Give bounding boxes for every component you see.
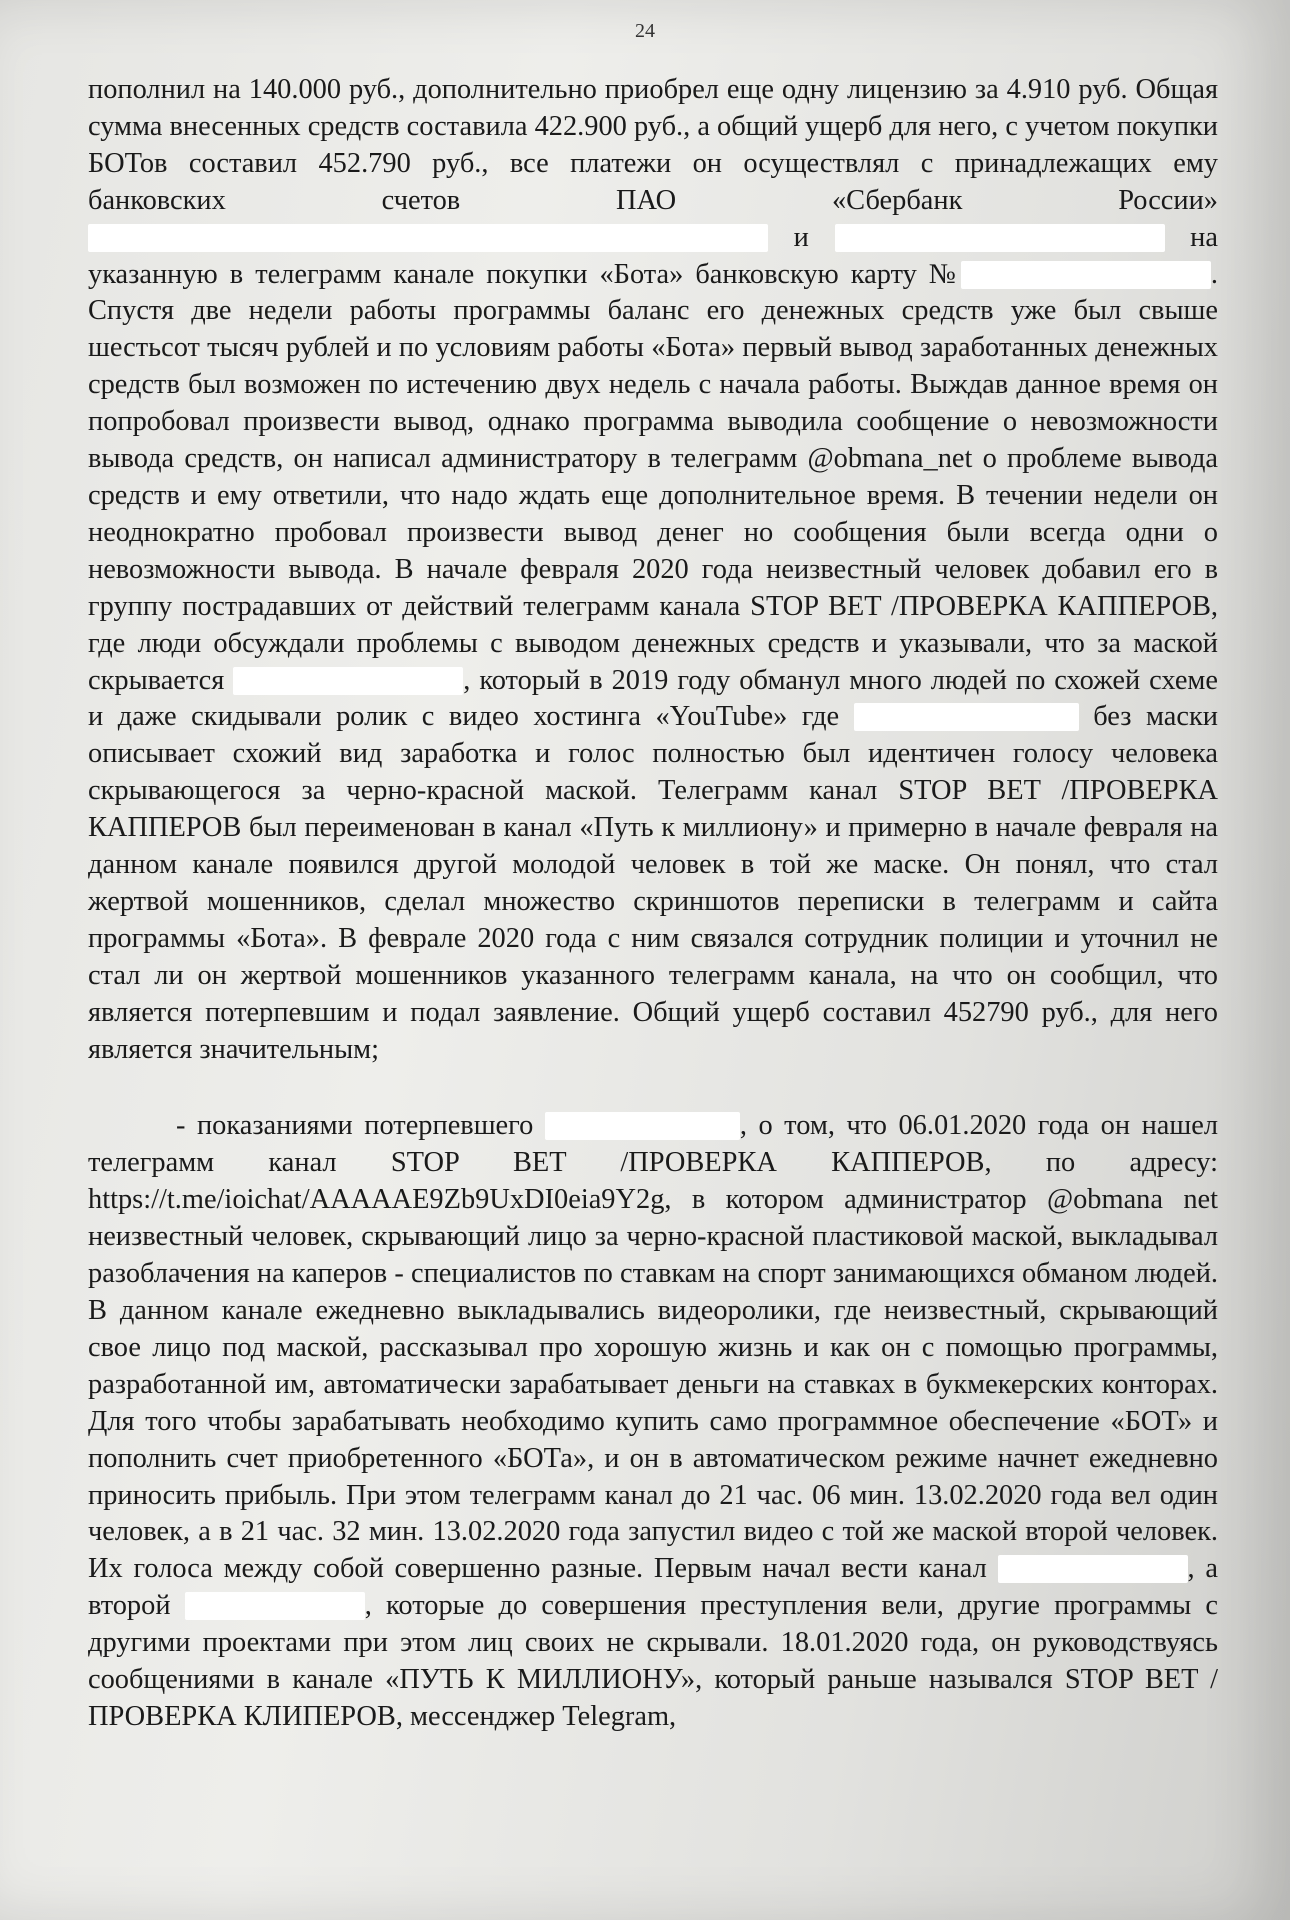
redacted-account-number <box>835 224 1165 252</box>
redacted-person-name <box>854 703 1079 731</box>
paragraph-text: , о том, что 06.01.2020 года он нашел телеграмм канал STOP BET /ПРОВЕРКА КАППЕРОВ, по адресу: https://t.me/ioichat/AAAAAE9Zb9UxDI0eia9Y2g, в котором администратор @obmana net неизвестный человек, скрывающий лицо за черно-красной пластиковой маской, выкладывал разоблачения на каперов - специалистов по ставкам на спорт занимающихся обманом людей. В данном канале ежедневно выкладывались видеоролики, где неизвестный, скрывающий свое лицо под маской, рассказывал про хорошую жизнь и как он с помощью программы, разработанной им, автоматически зарабатывает деньги на ставках в букмекерских конторах. Для того чтобы зарабатывать необходимо купить само программное обеспечение «БОТ» и пополнить счет приобретенного «БОТа», и он в автоматическом режиме начнет ежедневно приносить прибыль. При этом телеграмм канал до 21 час. 06 мин. 13.02.2020 года вел один человек, а в 21 час. 32 мин. 13.02.2020 года запустил видео с той же маской второй человек. Их голоса между собой совершенно разные. Первым начал вести канал <box>88 1110 1218 1585</box>
paragraph-text: и <box>793 221 809 253</box>
paragraph-text: пополнил на 140.000 руб., дополнительно приобрел еще одну лицензию за 4.910 руб. Общая сумма внесенных средств составила 422.900 руб., а общий ущерб для него, с учетом покупки БОТов составил 452.790 руб., все платежи он осуществлял с принадлежащих ему банковских счетов ПАО «Сбербанк России» <box>88 74 1218 216</box>
paragraph-text: . Спустя две недели работы программы баланс его денежных средств уже был свыше шестьсот тысяч рублей и по условиям работы «Бота» первый вывод заработанных денежных средств был возможен по истечению двух недель с начала работы. Выждав данное время он попробовал произвести вывод, однако программа выводила сообщение о невозможности вывода средств, он написал администратору в телеграмм @obmana_net о проблеме вывода средств и ему ответили, что надо ждать еще дополнительное время. В течении недели он неоднократно пробовал произвести вывод денег но сообщения были всегда одни о невозможности вывода. В начале февраля 2020 года неизвестный человек добавил его в группу пострадавших от действий телеграмм канала STOP BET /ПРОВЕРКА КАППЕРОВ, где люди обсуждали проблемы с выводом денежных средств и указывали, что за маской скрывается <box>88 258 1218 696</box>
redacted-person-name <box>998 1555 1188 1583</box>
redacted-person-name <box>185 1592 365 1620</box>
paragraph-text: , который в 2019 году обманул много людей по схожей схеме и даже скидывали ролик с видео хостинга «YouTube» где <box>88 664 1218 733</box>
redacted-card-number <box>961 261 1211 289</box>
redacted-victim-name <box>545 1112 740 1140</box>
redacted-account-number <box>88 224 768 252</box>
paragraph-testimony-1 <box>88 72 1218 1068</box>
paragraph-testimony-2 <box>88 1108 1218 1735</box>
page-number: 24 <box>635 20 655 42</box>
document-body <box>88 72 1218 1736</box>
redacted-person-name <box>233 667 463 695</box>
paragraph-text: , а второй <box>88 1553 1218 1622</box>
paragraph-text: , которые до совершения преступления вели, другие программы с другими проектами при этом лиц своих не скрывали. 18.01.2020 года, он руководствуясь сообщениями в канале «ПУТЬ К МИЛЛИОНУ», который раньше назывался STOP BET / ПРОВЕРКА КЛИПЕРОВ, мессенджер Telegram, <box>88 1590 1218 1732</box>
paragraph-text: - показаниями потерпевшего <box>176 1110 534 1142</box>
paragraph-text: без маски описывает схожий вид заработка и голос полностью был идентичен голосу человека скрывающегося за черно-красной маской. Телеграмм канал STOP BET /ПРОВЕРКА КАППЕРОВ был переименован в канал «Путь к миллиону» и примерно в начале февраля на данном канале появился другой молодой человек в той же маске. Он понял, что стал жертвой мошенников, сделал множество скриншотов переписки в телеграмм и сайта программы «Бота». В феврале 2020 года с ним связался сотрудник полиции и уточнил не стал ли он жертвой мошенников указанного телеграмм канала, на что он сообщил, что является потерпевшим и подал заявление. Общий ущерб составил 452790 руб., для него является значительным; <box>88 701 1218 1065</box>
paragraph-text: на указанную в телеграмм канале покупки «Бота» банковскую карту № <box>88 221 1218 290</box>
